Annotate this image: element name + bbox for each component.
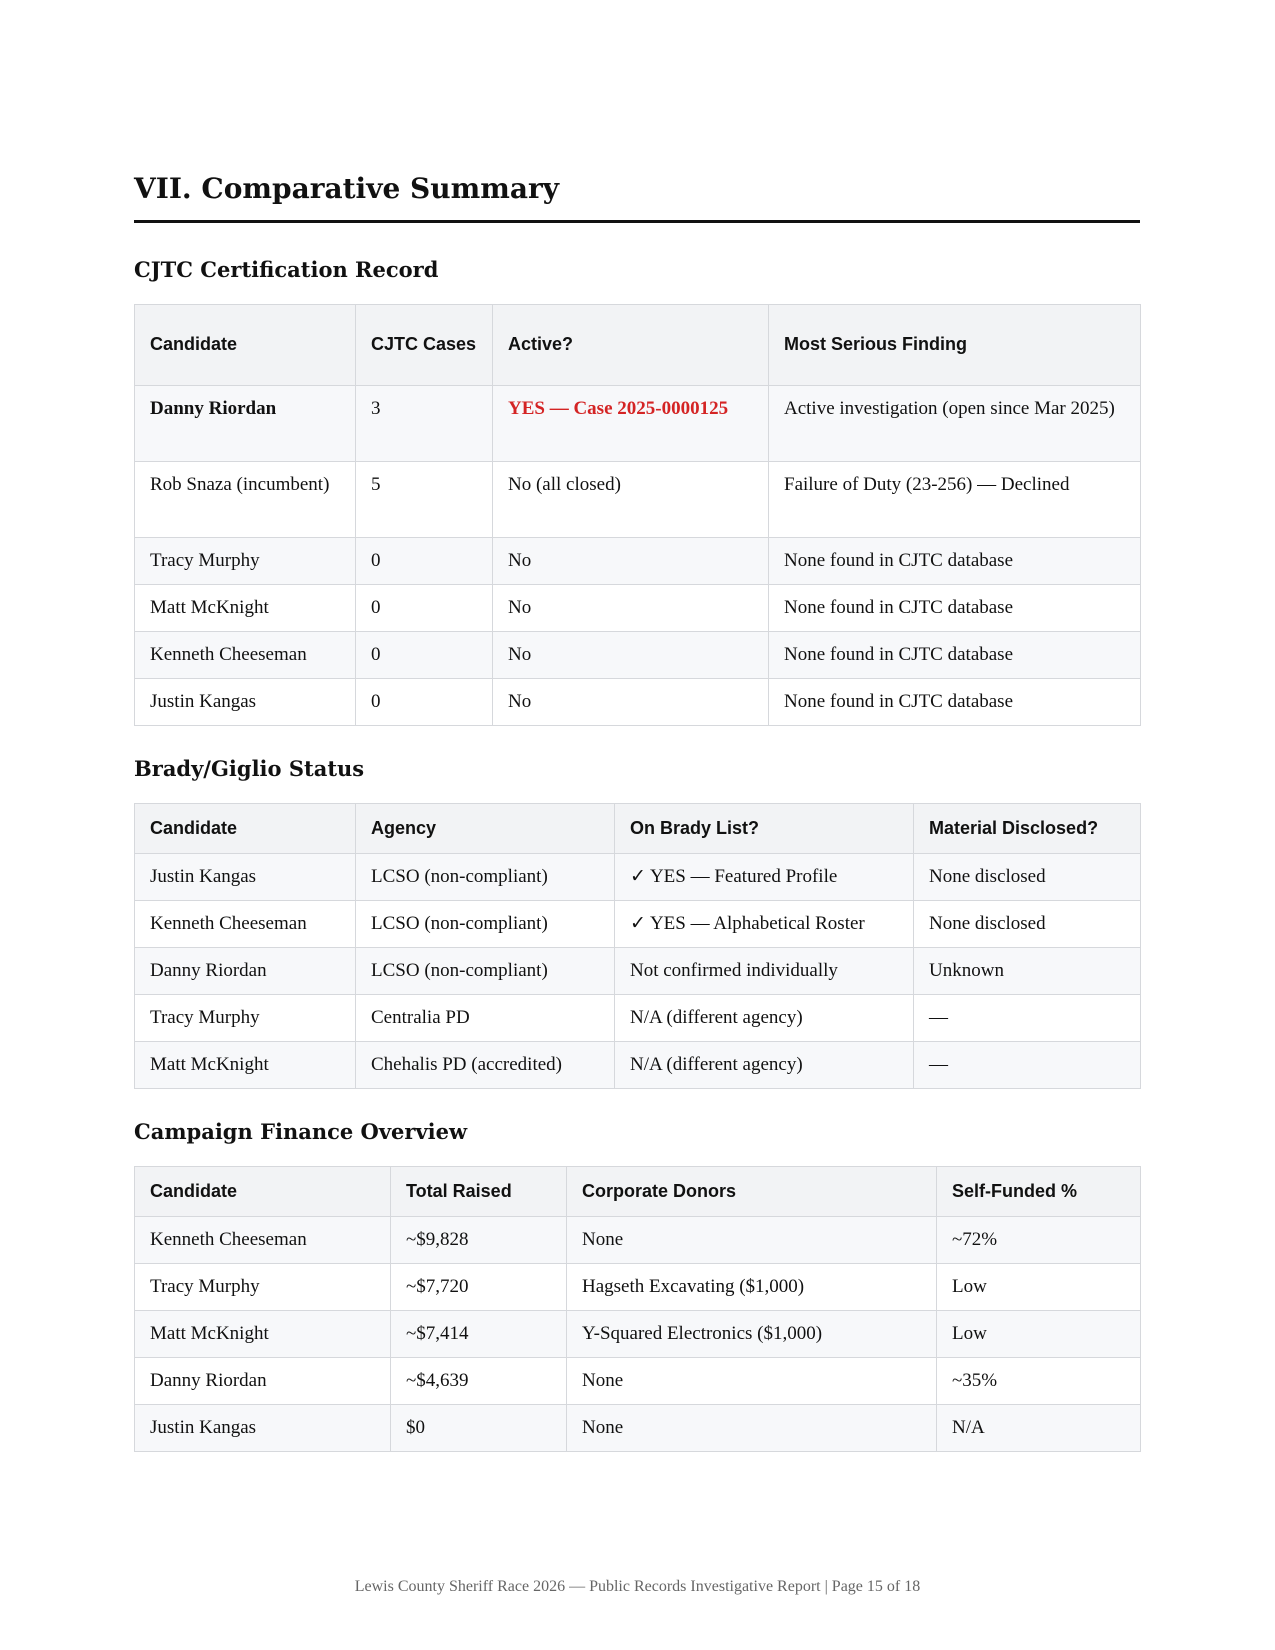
self-funded-cell: Low: [937, 1311, 1141, 1358]
active-cell: No: [493, 537, 769, 584]
candidate-cell: Matt McKnight: [135, 584, 356, 631]
candidate-cell: Matt McKnight: [135, 1041, 356, 1088]
cases-cell: 0: [356, 537, 493, 584]
table-row: [135, 631, 1141, 678]
candidate-cell: Danny Riordan: [135, 385, 356, 461]
cjtc-heading: CJTC Certification Record: [134, 256, 439, 282]
candidate-cell: Danny Riordan: [135, 1358, 391, 1405]
finding-cell: Active investigation (open since Mar 2025): [769, 385, 1141, 461]
disclosed-cell: —: [914, 994, 1141, 1041]
corporate-donors-cell: None: [567, 1217, 937, 1264]
section-title: VII. Comparative Summary: [134, 172, 1140, 223]
finding-cell: None found in CJTC database: [769, 584, 1141, 631]
column-header: Candidate: [135, 304, 356, 385]
column-header: Candidate: [135, 803, 356, 853]
disclosed-cell: None disclosed: [914, 853, 1141, 900]
total-raised-cell: ~$4,639: [391, 1358, 567, 1405]
brady-list-cell: N/A (different agency): [615, 994, 914, 1041]
table-row: [135, 1041, 1141, 1088]
column-header: Corporate Donors: [567, 1167, 937, 1217]
cases-cell: 3: [356, 385, 493, 461]
active-cell: No: [493, 584, 769, 631]
cases-cell: 0: [356, 678, 493, 725]
active-cell: No: [493, 678, 769, 725]
candidate-cell: Kenneth Cheeseman: [135, 631, 356, 678]
candidate-cell: Rob Snaza (incumbent): [135, 461, 356, 537]
table-header-row: [135, 1167, 1141, 1217]
table-row: [135, 1217, 1141, 1264]
finance-table: [134, 1166, 1141, 1452]
total-raised-cell: ~$9,828: [391, 1217, 567, 1264]
finding-cell: None found in CJTC database: [769, 537, 1141, 584]
cases-cell: 5: [356, 461, 493, 537]
candidate-cell: Justin Kangas: [135, 678, 356, 725]
candidate-cell: Danny Riordan: [135, 947, 356, 994]
brady-heading: Brady/Giglio Status: [134, 755, 365, 781]
active-cell: No: [493, 631, 769, 678]
candidate-cell: Justin Kangas: [135, 853, 356, 900]
total-raised-cell: ~$7,414: [391, 1311, 567, 1358]
active-cell: No (all closed): [493, 461, 769, 537]
active-cell: YES — Case 2025-0000125: [493, 385, 769, 461]
column-header: Material Disclosed?: [914, 803, 1141, 853]
disclosed-cell: —: [914, 1041, 1141, 1088]
self-funded-cell: ~35%: [937, 1358, 1141, 1405]
self-funded-cell: ~72%: [937, 1217, 1141, 1264]
cases-cell: 0: [356, 584, 493, 631]
finding-cell: Failure of Duty (23-256) — Declined: [769, 461, 1141, 537]
column-header: Candidate: [135, 1167, 391, 1217]
table-row: [135, 1405, 1141, 1452]
corporate-donors-cell: None: [567, 1405, 937, 1452]
cases-cell: 0: [356, 631, 493, 678]
column-header: Most Serious Finding: [769, 304, 1141, 385]
corporate-donors-cell: None: [567, 1358, 937, 1405]
table-row: [135, 900, 1141, 947]
table-header-row: [135, 304, 1141, 385]
candidate-cell: Kenneth Cheeseman: [135, 900, 356, 947]
column-header: On Brady List?: [615, 803, 914, 853]
column-header: Agency: [356, 803, 615, 853]
table-row: [135, 537, 1141, 584]
brady-list-cell: ✓ YES — Featured Profile: [615, 853, 914, 900]
table-row: [135, 678, 1141, 725]
table-row: [135, 461, 1141, 537]
table-row: [135, 853, 1141, 900]
corporate-donors-cell: Y-Squared Electronics ($1,000): [567, 1311, 937, 1358]
table-header-row: [135, 803, 1141, 853]
finding-cell: None found in CJTC database: [769, 678, 1141, 725]
brady-list-cell: ✓ YES — Alphabetical Roster: [615, 900, 914, 947]
cjtc-table: [134, 304, 1141, 726]
table-row: [135, 584, 1141, 631]
brady-table: [134, 803, 1141, 1089]
table-row: [135, 947, 1141, 994]
column-header: Total Raised: [391, 1167, 567, 1217]
agency-cell: LCSO (non-compliant): [356, 900, 615, 947]
corporate-donors-cell: Hagseth Excavating ($1,000): [567, 1264, 937, 1311]
column-header: Self-Funded %: [937, 1167, 1141, 1217]
table-row: [135, 1358, 1141, 1405]
disclosed-cell: Unknown: [914, 947, 1141, 994]
table-row: [135, 994, 1141, 1041]
candidate-cell: Justin Kangas: [135, 1405, 391, 1452]
page-footer: Lewis County Sheriff Race 2026 — Public Records Investigative Report | Page 15 of 18: [354, 1578, 921, 1595]
finance-heading: Campaign Finance Overview: [134, 1118, 468, 1144]
self-funded-cell: N/A: [937, 1405, 1141, 1452]
report-page: [134, 172, 1140, 1452]
table-row: [135, 1264, 1141, 1311]
candidate-cell: Tracy Murphy: [135, 537, 356, 584]
total-raised-cell: $0: [391, 1405, 567, 1452]
agency-cell: LCSO (non-compliant): [356, 853, 615, 900]
candidate-cell: Tracy Murphy: [135, 1264, 391, 1311]
agency-cell: LCSO (non-compliant): [356, 947, 615, 994]
candidate-cell: Tracy Murphy: [135, 994, 356, 1041]
agency-cell: Chehalis PD (accredited): [356, 1041, 615, 1088]
candidate-cell: Matt McKnight: [135, 1311, 391, 1358]
column-header: Active?: [493, 304, 769, 385]
table-row: [135, 385, 1141, 461]
brady-list-cell: N/A (different agency): [615, 1041, 914, 1088]
self-funded-cell: Low: [937, 1264, 1141, 1311]
finding-cell: None found in CJTC database: [769, 631, 1141, 678]
agency-cell: Centralia PD: [356, 994, 615, 1041]
table-row: [135, 1311, 1141, 1358]
column-header: CJTC Cases: [356, 304, 493, 385]
brady-list-cell: Not confirmed individually: [615, 947, 914, 994]
total-raised-cell: ~$7,720: [391, 1264, 567, 1311]
candidate-cell: Kenneth Cheeseman: [135, 1217, 391, 1264]
disclosed-cell: None disclosed: [914, 900, 1141, 947]
